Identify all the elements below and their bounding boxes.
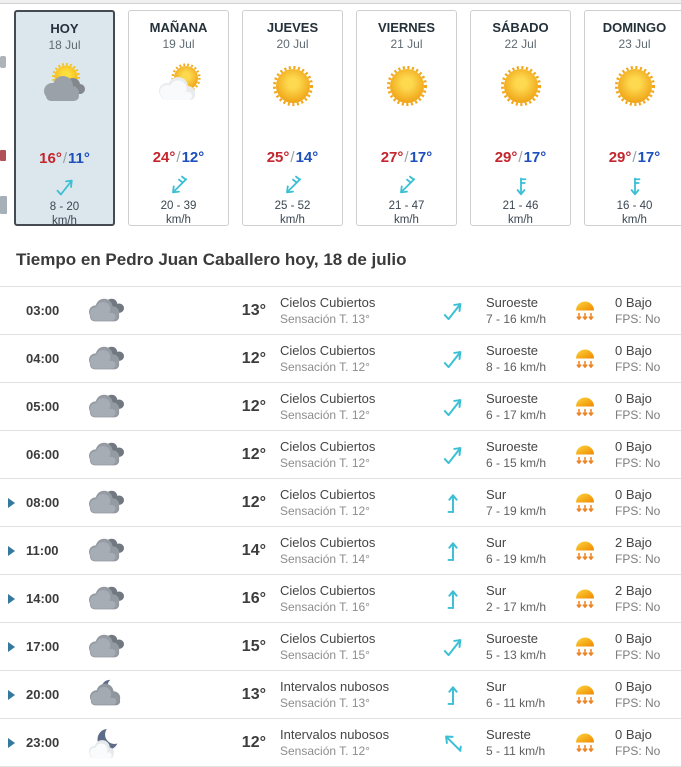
uv-fps: FPS: No — [615, 408, 661, 423]
hour-label: 05:00 — [26, 399, 60, 414]
day-wind — [585, 199, 681, 228]
day-temps — [585, 149, 681, 166]
uv-icon — [573, 491, 597, 514]
condition-block — [266, 582, 436, 616]
wind-range: 16 - 40 — [616, 200, 653, 212]
feels-like: Sensación T. 15° — [280, 648, 370, 663]
feels-like: Sensación T. 12° — [280, 504, 370, 519]
day-card[interactable] — [584, 10, 681, 226]
day-date: 21 Jul — [390, 37, 423, 51]
wind-speed: 5 - 13 km/h — [486, 648, 547, 663]
wind-block — [470, 582, 565, 616]
wind-speed: 5 - 11 km/h — [486, 744, 546, 759]
feels-like: Sensación T. 12° — [280, 456, 370, 471]
day-date: 18 Jul — [48, 38, 81, 52]
hour-row[interactable] — [0, 623, 681, 671]
uv-index: 0 Bajo — [615, 630, 652, 646]
condition-block — [266, 294, 436, 328]
day-name: JUEVES — [266, 20, 319, 35]
wind-unit: km/h — [622, 214, 647, 227]
weather-icon — [83, 294, 129, 328]
feels-like: Sensación T. 13° — [280, 312, 370, 327]
hour-row[interactable] — [0, 287, 681, 335]
uv-block — [605, 390, 671, 424]
temp-max: 27° — [380, 149, 404, 166]
wind-unit: km/h — [394, 214, 419, 227]
wind-block — [470, 294, 565, 328]
weather-icon — [83, 678, 129, 712]
play-icon — [8, 738, 15, 748]
condition: Cielos Cubiertos — [280, 534, 376, 550]
wind-unit: km/h — [166, 214, 191, 227]
wind-direction-icon — [440, 682, 466, 708]
play-icon — [8, 690, 15, 700]
temp-min: 17° — [409, 149, 433, 166]
play-icon — [8, 546, 15, 556]
expand-row-button[interactable] — [8, 498, 26, 508]
temp-min: 11° — [68, 150, 90, 167]
day-card[interactable] — [128, 10, 229, 226]
temp-max: 29° — [494, 149, 518, 166]
wind-direction-icon — [167, 174, 191, 198]
weather-icon — [83, 630, 129, 664]
wind-speed: 7 - 19 km/h — [486, 504, 547, 519]
uv-fps: FPS: No — [615, 456, 661, 471]
daily-forecast-carousel — [0, 4, 681, 232]
hour-row[interactable] — [0, 719, 681, 767]
temperature: 13° — [241, 685, 266, 703]
partial-prev-day-card — [0, 14, 8, 230]
play-icon — [8, 642, 15, 652]
uv-icon — [573, 731, 597, 754]
day-temps — [16, 150, 113, 167]
expand-row-button[interactable] — [8, 690, 26, 700]
uv-fps: FPS: No — [615, 744, 661, 759]
wind-speed: 2 - 17 km/h — [486, 600, 547, 615]
wind-speed: 6 - 19 km/h — [486, 552, 547, 567]
temp-min: 12° — [181, 149, 205, 166]
wind-direction-icon — [440, 298, 466, 324]
uv-icon — [573, 635, 597, 658]
weather-icon — [83, 390, 129, 424]
wind-unit: km/h — [52, 215, 77, 228]
uv-fps: FPS: No — [615, 312, 661, 327]
hour-label: 06:00 — [26, 447, 60, 462]
temp-separator: / — [176, 149, 181, 166]
uv-block — [605, 630, 671, 664]
expand-row-button[interactable] — [8, 594, 26, 604]
section-title: Tiempo en Pedro Juan Caballero hoy, 18 de julio — [16, 250, 407, 269]
uv-index: 0 Bajo — [615, 342, 652, 358]
uv-fps: FPS: No — [615, 360, 661, 375]
condition-block — [266, 534, 436, 568]
day-card[interactable] — [356, 10, 457, 226]
temperature: 12° — [241, 349, 266, 367]
day-date: 20 Jul — [276, 37, 309, 51]
uv-icon — [573, 683, 597, 706]
wind-direction: Sureste — [486, 726, 531, 742]
wind-direction: Sur — [486, 486, 507, 502]
weather-icon — [35, 58, 95, 114]
play-icon — [8, 498, 15, 508]
wind-direction-icon — [395, 174, 419, 198]
uv-block — [605, 726, 671, 760]
uv-index: 2 Bajo — [615, 534, 652, 550]
hour-row[interactable] — [0, 671, 681, 719]
wind-direction-icon — [53, 175, 77, 199]
wind-direction: Suroeste — [486, 630, 539, 646]
condition-block — [266, 438, 436, 472]
wind-block — [470, 534, 565, 568]
hour-label: 08:00 — [26, 495, 60, 510]
wind-block — [470, 342, 565, 376]
wind-range: 8 - 20 — [49, 201, 80, 213]
wind-direction-icon — [440, 442, 466, 468]
wind-direction-icon — [440, 730, 466, 756]
uv-icon — [573, 347, 597, 370]
wind-direction-icon — [440, 490, 466, 516]
expand-row-button[interactable] — [8, 546, 26, 556]
temperature: 12° — [241, 397, 266, 415]
condition: Cielos Cubiertos — [280, 486, 376, 502]
hour-label: 11:00 — [26, 543, 59, 558]
wind-direction-icon — [440, 538, 466, 564]
weather-icon — [377, 57, 437, 113]
hour-label: 04:00 — [26, 351, 60, 366]
day-name: DOMINGO — [602, 20, 667, 35]
day-wind — [471, 199, 570, 228]
temperature: 14° — [241, 541, 266, 559]
weather-icon — [491, 57, 551, 113]
wind-speed: 7 - 16 km/h — [486, 312, 547, 327]
day-temps — [243, 149, 342, 166]
day-wind — [357, 199, 456, 228]
temperature: 12° — [241, 445, 266, 463]
day-temps — [471, 149, 570, 166]
wind-block — [470, 678, 565, 712]
expand-row-button[interactable] — [8, 642, 26, 652]
uv-fps: FPS: No — [615, 696, 661, 711]
uv-index: 0 Bajo — [615, 294, 652, 310]
hour-row[interactable] — [0, 575, 681, 623]
temperature: 15° — [241, 637, 266, 655]
weather-icon — [83, 582, 129, 616]
feels-like: Sensación T. 16° — [280, 600, 370, 615]
temp-max: 16° — [39, 150, 62, 167]
day-date: 23 Jul — [618, 37, 651, 51]
day-card[interactable] — [470, 10, 571, 226]
day-name: VIERNES — [377, 20, 436, 35]
wind-block — [470, 438, 565, 472]
feels-like: Sensación T. 12° — [280, 744, 370, 759]
wind-direction: Suroeste — [486, 390, 539, 406]
wind-unit: km/h — [280, 214, 305, 227]
cut-off-fragment — [0, 150, 6, 161]
wind-range: 25 - 52 — [274, 200, 311, 212]
hour-label: 17:00 — [26, 639, 60, 654]
temp-min: 17° — [637, 149, 661, 166]
wind-direction-icon — [440, 394, 466, 420]
wind-direction-icon — [623, 174, 647, 198]
uv-icon — [573, 539, 597, 562]
condition: Cielos Cubiertos — [280, 438, 376, 454]
hour-label: 14:00 — [26, 591, 60, 606]
uv-icon — [573, 443, 597, 466]
temp-separator: / — [632, 149, 637, 166]
uv-index: 0 Bajo — [615, 390, 652, 406]
hour-label: 03:00 — [26, 303, 60, 318]
hour-label: 20:00 — [26, 687, 60, 702]
uv-block — [605, 486, 671, 520]
uv-fps: FPS: No — [615, 600, 661, 615]
wind-range: 20 - 39 — [160, 200, 197, 212]
temperature: 12° — [241, 733, 266, 751]
day-wind — [16, 200, 113, 229]
cut-off-fragment — [0, 196, 7, 214]
uv-index: 0 Bajo — [615, 486, 652, 502]
day-date: 22 Jul — [504, 37, 537, 51]
weather-icon — [149, 57, 209, 113]
day-name: MAÑANA — [149, 20, 208, 35]
wind-direction-icon — [281, 174, 305, 198]
weather-icon — [83, 486, 129, 520]
condition-block — [266, 342, 436, 376]
uv-index: 0 Bajo — [615, 438, 652, 454]
feels-like: Sensación T. 12° — [280, 360, 370, 375]
temperature: 12° — [241, 493, 266, 511]
uv-fps: FPS: No — [615, 648, 661, 663]
weather-icon — [605, 57, 665, 113]
condition: Cielos Cubiertos — [280, 630, 376, 646]
uv-block — [605, 678, 671, 712]
temperature: 13° — [241, 301, 266, 319]
expand-row-button[interactable] — [8, 738, 26, 748]
uv-block — [605, 342, 671, 376]
weather-icon — [83, 726, 129, 760]
day-card[interactable] — [242, 10, 343, 226]
temp-min: 17° — [523, 149, 547, 166]
wind-speed: 6 - 17 km/h — [486, 408, 547, 423]
day-wind — [243, 199, 342, 228]
wind-direction: Suroeste — [486, 342, 539, 358]
hour-row[interactable] — [0, 335, 681, 383]
wind-direction-icon — [509, 174, 533, 198]
day-temps — [129, 149, 228, 166]
temp-separator: / — [518, 149, 523, 166]
wind-direction: Suroeste — [486, 438, 539, 454]
wind-speed: 6 - 15 km/h — [486, 456, 547, 471]
day-name: SÁBADO — [492, 20, 549, 35]
wind-direction: Sur — [486, 582, 507, 598]
uv-index: 2 Bajo — [615, 582, 652, 598]
uv-icon — [573, 587, 597, 610]
uv-block — [605, 534, 671, 568]
wind-speed: 6 - 11 km/h — [486, 696, 546, 711]
wind-block — [470, 390, 565, 424]
day-date: 19 Jul — [162, 37, 195, 51]
day-card[interactable] — [14, 10, 115, 226]
wind-speed: 8 - 16 km/h — [486, 360, 547, 375]
condition-block — [266, 390, 436, 424]
condition: Cielos Cubiertos — [280, 582, 376, 598]
condition: Cielos Cubiertos — [280, 390, 376, 406]
hour-row[interactable] — [0, 431, 681, 479]
play-icon — [8, 594, 15, 604]
wind-direction-icon — [440, 346, 466, 372]
temp-max: 29° — [608, 149, 632, 166]
wind-range: 21 - 46 — [502, 200, 539, 212]
hour-row[interactable] — [0, 479, 681, 527]
uv-index: 0 Bajo — [615, 678, 652, 694]
wind-block — [470, 726, 565, 760]
wind-unit: km/h — [508, 214, 533, 227]
condition: Intervalos nubosos — [280, 678, 390, 694]
wind-direction: Sur — [486, 534, 507, 550]
weather-icon — [83, 342, 129, 376]
feels-like: Sensación T. 14° — [280, 552, 370, 567]
uv-block — [605, 582, 671, 616]
day-temps — [357, 149, 456, 166]
temp-min: 14° — [295, 149, 319, 166]
condition: Intervalos nubosos — [280, 726, 390, 742]
hourly-forecast-table — [0, 286, 681, 767]
condition: Cielos Cubiertos — [280, 294, 376, 310]
wind-direction: Suroeste — [486, 294, 539, 310]
hour-label: 23:00 — [26, 735, 60, 750]
uv-block — [605, 294, 671, 328]
uv-fps: FPS: No — [615, 504, 661, 519]
feels-like: Sensación T. 13° — [280, 696, 370, 711]
hour-row[interactable] — [0, 527, 681, 575]
wind-block — [470, 630, 565, 664]
day-wind — [129, 199, 228, 228]
temp-separator: / — [290, 149, 295, 166]
uv-icon — [573, 299, 597, 322]
condition-block — [266, 678, 436, 712]
hour-row[interactable] — [0, 383, 681, 431]
wind-range: 21 - 47 — [388, 200, 425, 212]
weather-icon — [263, 57, 323, 113]
temperature: 16° — [241, 589, 266, 607]
condition: Cielos Cubiertos — [280, 342, 376, 358]
condition-block — [266, 630, 436, 664]
wind-block — [470, 486, 565, 520]
cut-off-fragment — [0, 56, 6, 68]
wind-direction-icon — [440, 586, 466, 612]
temp-max: 24° — [152, 149, 176, 166]
condition-block — [266, 726, 436, 760]
uv-block — [605, 438, 671, 472]
uv-fps: FPS: No — [615, 552, 661, 567]
temp-separator: / — [404, 149, 409, 166]
uv-index: 0 Bajo — [615, 726, 652, 742]
day-name: HOY — [50, 21, 79, 36]
condition-block — [266, 486, 436, 520]
feels-like: Sensación T. 12° — [280, 408, 370, 423]
temp-max: 25° — [266, 149, 290, 166]
temp-separator: / — [62, 150, 67, 167]
uv-icon — [573, 395, 597, 418]
weather-icon — [83, 438, 129, 472]
wind-direction-icon — [440, 634, 466, 660]
wind-direction: Sur — [486, 678, 507, 694]
weather-icon — [83, 534, 129, 568]
